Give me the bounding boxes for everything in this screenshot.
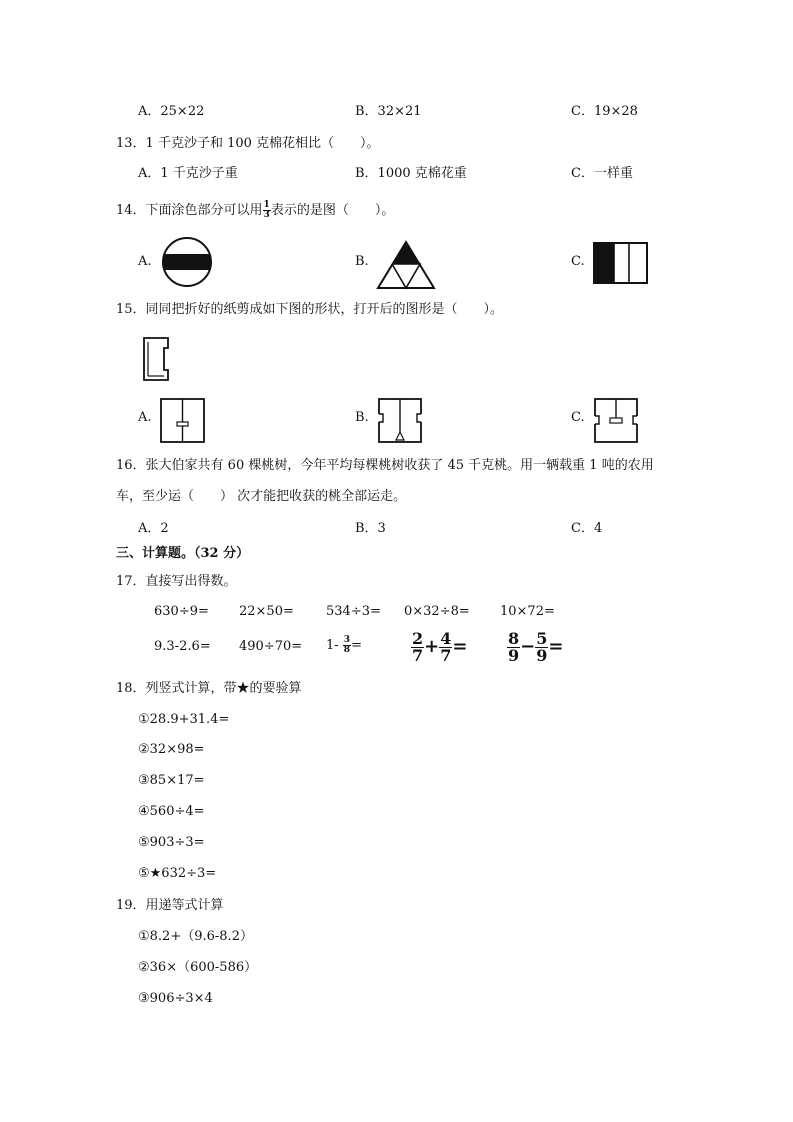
q15-figure-c — [592, 398, 640, 444]
q18-item-6: ⑤★632÷3= — [138, 866, 217, 881]
q18-item-3: ③85×17= — [138, 773, 205, 788]
q19-item-3: ③906÷3×4 — [138, 991, 213, 1006]
q16-stem-line1: 16．张大伯家共有 60 棵桃树，今年平均每棵桃树收获了 45 千克桃。用一辆载重 1 吨的农用 — [116, 458, 654, 473]
q14-figure-b-triangle — [376, 240, 436, 290]
q15-label-c: C. — [571, 410, 585, 425]
q14-stem-before: 14．下面涂色部分可以用 — [116, 203, 263, 218]
q17-expr-9-equals: = — [452, 636, 468, 657]
q17-expr-6: 9.3-2.6= — [154, 639, 211, 654]
q14-fraction — [263, 201, 271, 220]
q18-stem: 18．列竖式计算，带★的要验算 — [116, 681, 302, 696]
q14-fraction-den: 3 — [263, 210, 270, 220]
q17-expr-9-fraction-2 — [439, 628, 452, 665]
q12-option-c: C．19×28 — [571, 104, 638, 119]
q17-expr-2: 22×50= — [239, 604, 294, 619]
q17-expr-1: 630÷9= — [154, 604, 209, 619]
q17-expr-8 — [326, 634, 362, 658]
q17-expr-10-num1: 8 — [508, 628, 520, 648]
q17-expr-10-num2: 5 — [536, 628, 548, 648]
q17-expr-9-den2: 7 — [440, 645, 452, 665]
q17-expr-3: 534÷3= — [326, 604, 381, 619]
q16-option-c: C．4 — [571, 521, 603, 536]
q17-expr-5: 10×72= — [500, 604, 555, 619]
q17-expr-10 — [507, 630, 563, 665]
q13-stem: 13．1 千克沙子和 100 克棉花相比（ ）。 — [116, 136, 380, 151]
q19-item-1: ①8.2+（9.6-8.2） — [138, 929, 253, 944]
q13-option-c: C．一样重 — [571, 166, 633, 181]
q17-expr-7: 490÷70= — [239, 639, 303, 654]
q14-figure-a-circle — [157, 236, 217, 288]
q17-expr-8-prefix: 1- — [326, 638, 343, 653]
q14-label-a: A. — [138, 254, 152, 269]
q17-expr-8-fraction — [343, 636, 351, 655]
q17-expr-8-suffix: = — [351, 638, 362, 653]
q12-option-b: B．32×21 — [355, 104, 422, 119]
q12-option-a: A．25×22 — [138, 104, 205, 119]
q17-expr-10-equals: = — [548, 636, 564, 657]
q19-stem: 19．用递等式计算 — [116, 898, 224, 913]
q18-item-5: ⑤903÷3= — [138, 835, 205, 850]
q17-expr-9-num1: 2 — [412, 628, 424, 648]
q15-figure-a — [160, 398, 206, 444]
q14-stem — [116, 200, 394, 222]
q18-item-1: ①28.9+31.4= — [138, 712, 230, 727]
q17-expr-9-num2: 4 — [440, 628, 452, 648]
q14-label-c: C. — [571, 254, 585, 269]
q15-figure-b — [376, 398, 424, 444]
q13-option-a: A．1 千克沙子重 — [138, 166, 238, 181]
q16-option-b: B．3 — [355, 521, 386, 536]
q14-stem-after: 表示的是图（ ）。 — [270, 203, 395, 218]
q17-expr-9-operator: + — [424, 636, 440, 657]
q17-expr-9-den1: 7 — [412, 645, 424, 665]
q17-expr-8-den: 8 — [343, 645, 351, 655]
q15-folded-paper-figure — [142, 336, 176, 382]
q18-item-4: ④560÷4= — [138, 804, 205, 819]
q14-label-b: B. — [355, 254, 369, 269]
q17-stem: 17．直接写出得数。 — [116, 574, 237, 589]
q15-stem: 15．同同把折好的纸剪成如下图的形状，打开后的图形是（ ）。 — [116, 302, 504, 317]
q17-expr-10-operator: − — [520, 636, 536, 657]
q19-item-2: ②36×（600-586） — [138, 960, 258, 975]
q14-fraction-num: 1 — [263, 200, 270, 210]
q18-item-2: ②32×98= — [138, 742, 205, 757]
q17-expr-10-den1: 9 — [508, 645, 520, 665]
q15-label-b: B. — [355, 410, 369, 425]
q17-expr-9-fraction-1 — [411, 628, 424, 665]
q17-expr-10-den2: 9 — [536, 645, 548, 665]
section-3-title: 三、计算题。（32 分） — [116, 546, 250, 561]
q13-option-b: B．1000 克棉花重 — [355, 166, 467, 181]
q17-expr-10-fraction-1 — [507, 628, 520, 665]
q15-label-a: A. — [138, 410, 152, 425]
q16-option-a: A．2 — [138, 521, 169, 536]
q17-expr-8-num: 3 — [343, 635, 351, 645]
q17-expr-9 — [411, 630, 467, 665]
q17-expr-10-fraction-2 — [535, 628, 548, 665]
q17-expr-4: 0×32÷8= — [404, 604, 470, 619]
q14-figure-c-rectangle — [593, 242, 649, 284]
q16-stem-line2: 车，至少运（ ） 次才能把收获的桃全部运走。 — [116, 489, 407, 504]
